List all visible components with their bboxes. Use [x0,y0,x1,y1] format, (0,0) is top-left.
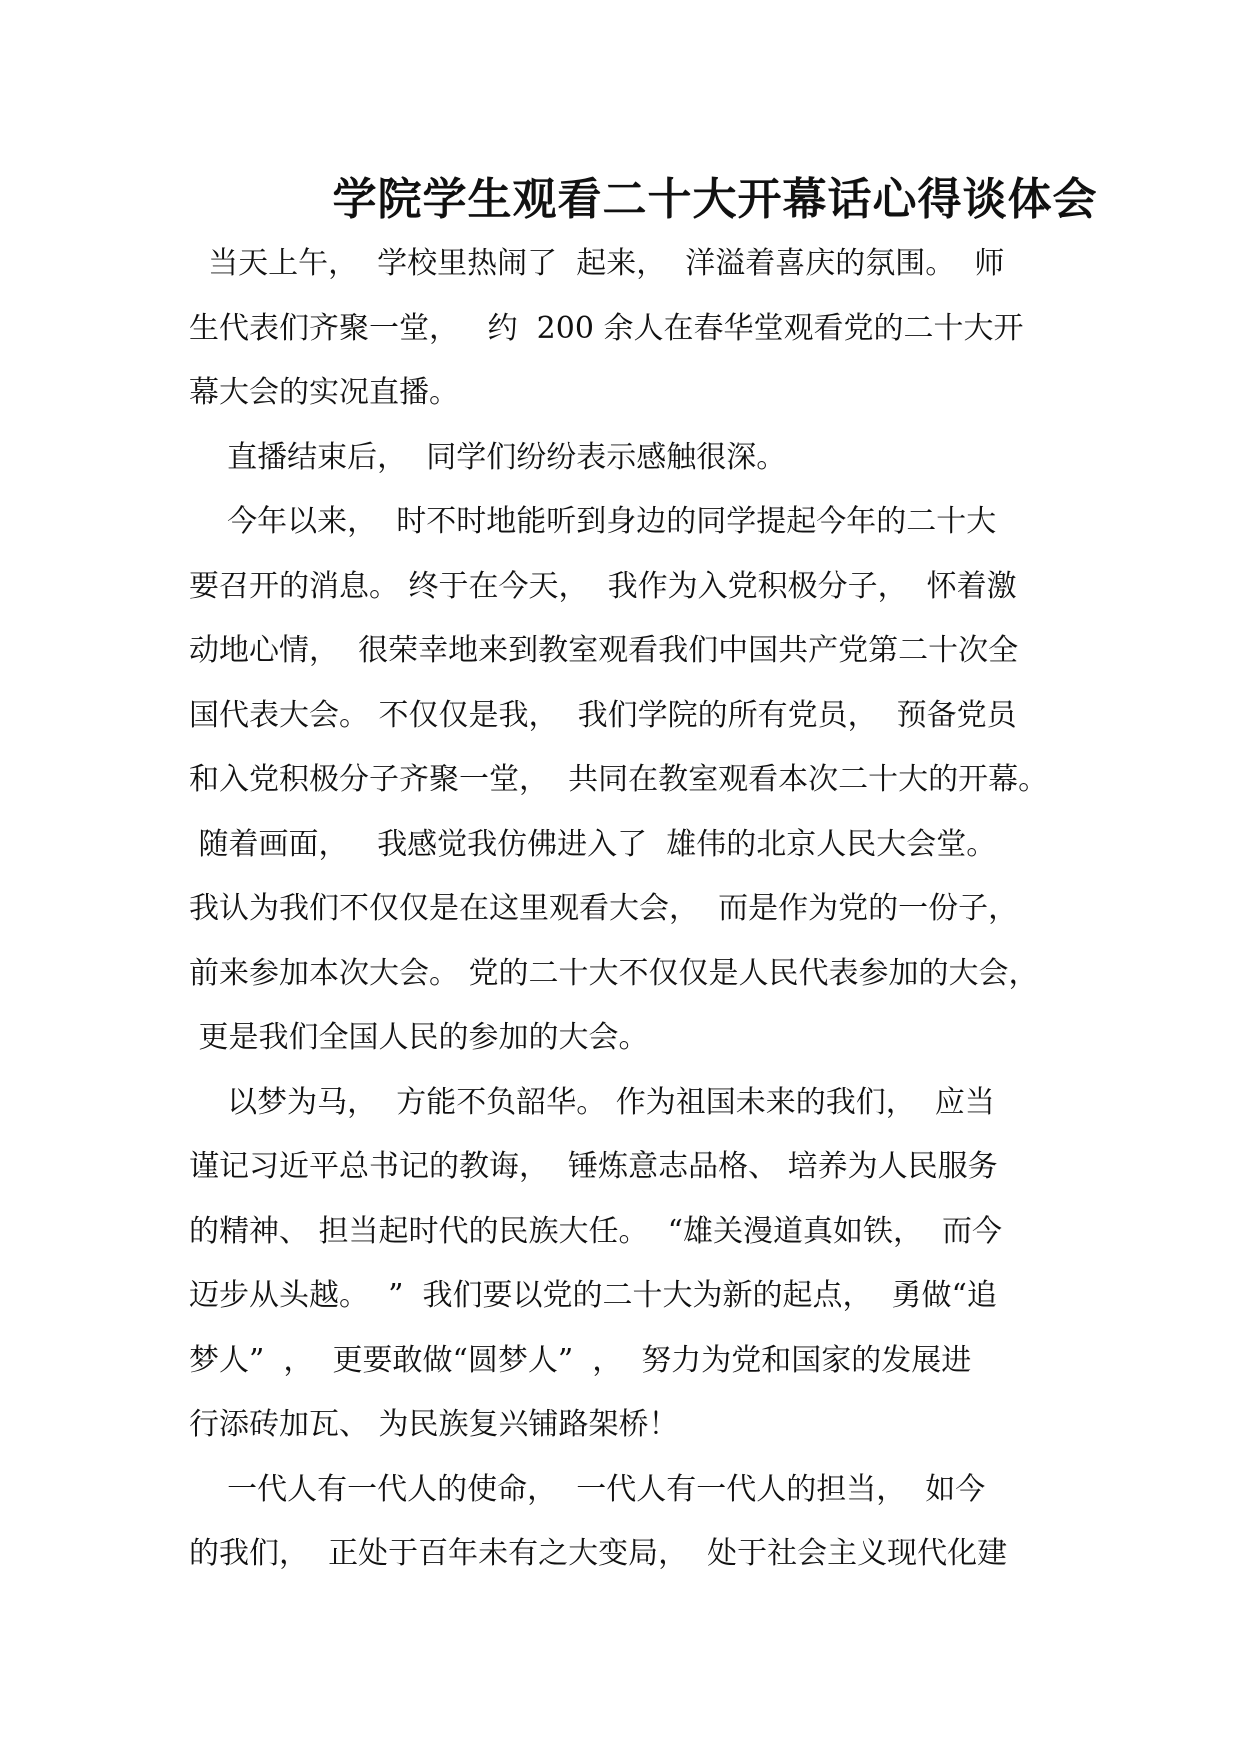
page-title: 学院学生观看二十大开幕话心得谈体会 [332,174,1098,225]
text-line: 迈步从头越。 ” 我们要以党的二十大为新的起点， 勇做“追 [189,1278,997,1313]
text-line: 更是我们全国人民的参加的大会。 [189,1020,649,1055]
text-line: 当天上午， 学校里热闹了 起来， 洋溢着喜庆的氛围。 师 [189,246,1005,281]
text-line: 今年以来， 时不时地能听到身边的同学提起今年的二十大 [189,504,997,539]
text-line: 要召开的消息。 终于在今天， 我作为入党积极分子， 怀着激 [189,568,1017,604]
text-line: 直播结束后， 同学们纷纷表示感触很深。 [189,439,787,475]
text-line: 以梦为马， 方能不负韶华。 作为祖国未来的我们， 应当 [189,1084,995,1120]
text-line: 行添砖加瓦、 为民族复兴铺路架桥！ [189,1407,679,1442]
text-line: 前来参加本次大会。 党的二十大不仅仅是人民代表参加的大会， [189,955,1039,991]
text-line: 幕大会的实况直播。 [189,375,459,410]
text-line: 随着画面， 我感觉我仿佛进入了 雄伟的北京人民大会堂。 [189,826,997,862]
text-line: 我认为我们不仅仅是在这里观看大会， 而是作为党的一份子， [189,891,1019,926]
text-line: 一代人有一代人的使命， 一代人有一代人的担当， 如今 [189,1471,986,1507]
text-line: 国代表大会。 不仅仅是我， 我们学院的所有党员， 预备党员 [189,697,1017,733]
text-line: 的我们， 正处于百年未有之大变局， 处于社会主义现代化建 [189,1536,1008,1571]
text-line: 和入党积极分子齐聚一堂， 共同在教室观看本次二十大的开幕。 [189,762,1049,797]
text-line: 谨记习近平总书记的教诲， 锤炼意志品格、 培养为人民服务 [189,1149,998,1184]
body-text [189,232,1069,1587]
text-line: 生代表们齐聚一堂， 约 200 余人在春华堂观看党的二十大开 [189,310,1024,346]
text-line: 的精神、 担当起时代的民族大任。 “雄关漫道真如铁， 而今 [189,1213,1003,1249]
text-line: 梦人” ， 更要敢做“圆梦人” ， 努力为党和国家的发展进 [189,1342,972,1378]
text-line: 动地心情， 很荣幸地来到教室观看我们中国共产党第二十次全 [189,633,1019,668]
